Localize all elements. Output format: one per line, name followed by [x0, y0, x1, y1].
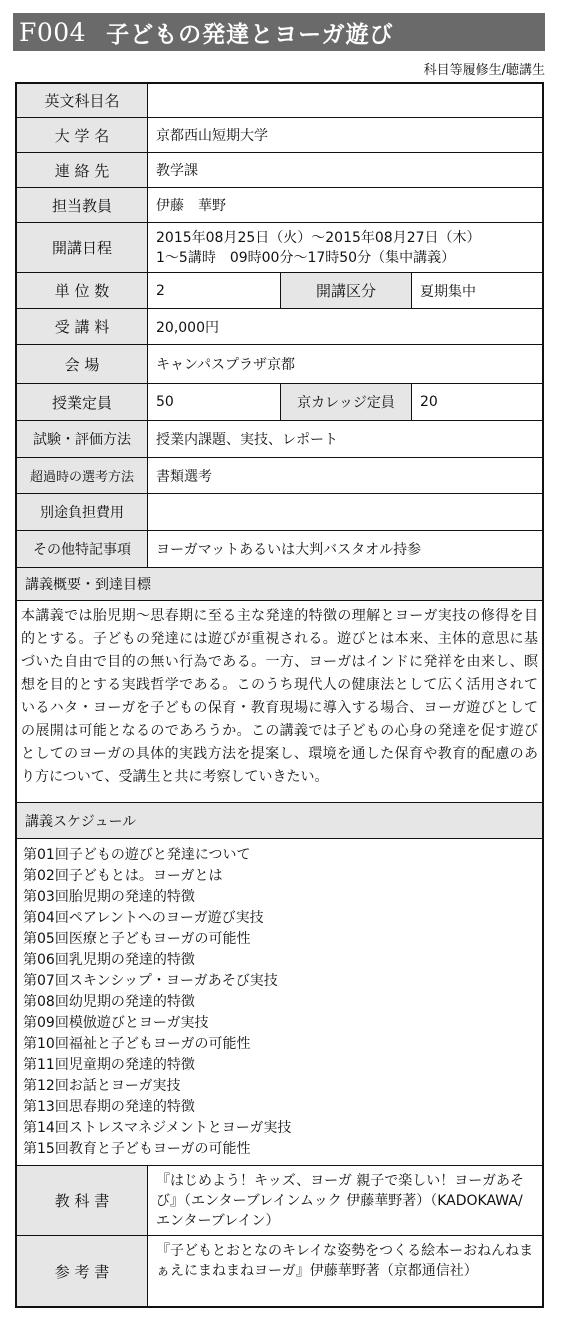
schedule-item: 第15回教育と子どもヨーガの可能性 [23, 1141, 251, 1157]
dates-value [148, 223, 542, 273]
evaluation-label: 試験・評価方法 [17, 421, 148, 458]
contact-value: 教学課 [148, 153, 542, 188]
overview-heading: 講義概要・到達目標 [17, 568, 542, 601]
schedule-item: 第04回ペアレントへのヨーガ遊び実技 [23, 910, 264, 926]
venue-value: キャンパスプラザ京都 [148, 345, 542, 384]
credits-value: 2 [148, 273, 281, 309]
course-code: F004 [19, 17, 87, 47]
dates-label: 開講日程 [17, 223, 148, 273]
capacity-value: 50 [148, 384, 281, 421]
schedule-item: 第06回乳児期の発達的特徴 [23, 952, 195, 968]
english-name-label: 英文科目名 [17, 84, 148, 118]
notes-value: ヨーガマットあるいは大判バスタオル持参 [148, 531, 542, 568]
reference-value: 『子どもとおとなのキレイな姿勢をつくる絵本ーおねんねまぁえにまねまねヨーガ』伊藤華野著（京都通信社） [156, 1243, 534, 1279]
extra-cost-label: 別途負担費用 [17, 494, 148, 531]
instructor-value: 伊藤 華野 [148, 188, 542, 223]
schedule-heading: 講義スケジュール [17, 803, 542, 839]
kyo-college-capacity-value: 20 [412, 384, 542, 421]
kyo-college-capacity-label: 京カレッジ定員 [281, 384, 412, 421]
schedule-item: 第02回子どもとは。ヨーガとは [23, 868, 223, 884]
university-value: 京都西山短期大学 [148, 118, 542, 153]
schedule-list [17, 839, 542, 1166]
schedule-item: 第09回模倣遊びとヨーガ実技 [23, 1015, 209, 1031]
schedule-item: 第05回医療と子どもヨーガの可能性 [23, 931, 251, 947]
extra-cost-value [148, 494, 542, 531]
schedule-item: 第07回スキンシップ・ヨーガあそび実技 [23, 973, 278, 989]
schedule-item: 第11回児童期の発達的特徴 [23, 1057, 195, 1073]
course-title: 子どもの発達とヨーガ遊び [106, 21, 394, 48]
dates-line-2: 1～5講時 09時00分～17時50分（集中講義） [156, 250, 456, 266]
capacity-label: 授業定員 [17, 384, 148, 421]
selection-method-value: 書類選考 [148, 458, 542, 494]
session-type-label: 開講区分 [281, 273, 412, 309]
credits-label: 単 位 数 [17, 273, 148, 309]
reference-label: 参 考 書 [17, 1236, 148, 1306]
selection-method-label: 超過時の選考方法 [17, 458, 148, 494]
instructor-label: 担当教員 [17, 188, 148, 223]
overview-text: 本講義では胎児期～思春期に至る主な発達的特徴の理解とヨーガ実技の修得を目的とする。子どもの発達には遊びが重視される。遊びとは本来、主体的意思に基づいた自由で目的の無い行為である。一方、ヨーガはインドに発祥を由来し、瞑想を目的とする実践哲学である。このうち現代人の健康法として広く活用されているハタ・ヨーガを子どもの保育・教育現場に導入する場合、ヨーガ遊びとしての展開は可能となるのであろうか。この講義では子どもの心身の発達を促す遊びとしてのヨーガの具体的実践方法を提案し、環境を通した保育や教育的配慮のあり方について、受講生と共に考察していきたい。 [17, 601, 542, 803]
schedule-item: 第12回お話とヨーガ実技 [23, 1078, 181, 1094]
course-info-table [15, 82, 544, 1308]
schedule-item: 第13回思春期の発達的特徴 [23, 1099, 195, 1115]
schedule-item: 第08回幼児期の発達的特徴 [23, 994, 195, 1010]
fee-value: 20,000円 [148, 309, 542, 345]
schedule-item: 第10回福祉と子どもヨーガの可能性 [23, 1036, 251, 1052]
evaluation-value: 授業内課題、実技、レポート [148, 421, 542, 458]
textbook-label: 教 科 書 [17, 1166, 148, 1236]
schedule-item: 第01回子どもの遊びと発達について [23, 847, 251, 863]
session-type-value: 夏期集中 [412, 273, 542, 309]
schedule-item: 第14回ストレスマネジメントとヨーガ実技 [23, 1120, 292, 1136]
dates-line-1: 2015年08月25日（火）～2015年08月27日（木） [156, 230, 481, 246]
contact-label: 連 絡 先 [17, 153, 148, 188]
venue-label: 会 場 [17, 345, 148, 384]
english-name-value [148, 84, 542, 118]
course-title-bar [13, 13, 545, 51]
fee-label: 受 講 料 [17, 309, 148, 345]
schedule-item: 第03回胎児期の発達的特徴 [23, 889, 195, 905]
notes-label: その他特記事項 [17, 531, 148, 568]
university-label: 大 学 名 [17, 118, 148, 153]
enrollment-type: 科目等履修生/聴講生 [423, 63, 545, 78]
textbook-value: 『はじめよう！キッズ、ヨーガ 親子で楽しい！ヨーガあそび』（エンターブレインムック 伊藤華野著）（KADOKAWA/エンターブレイン） [148, 1166, 542, 1236]
